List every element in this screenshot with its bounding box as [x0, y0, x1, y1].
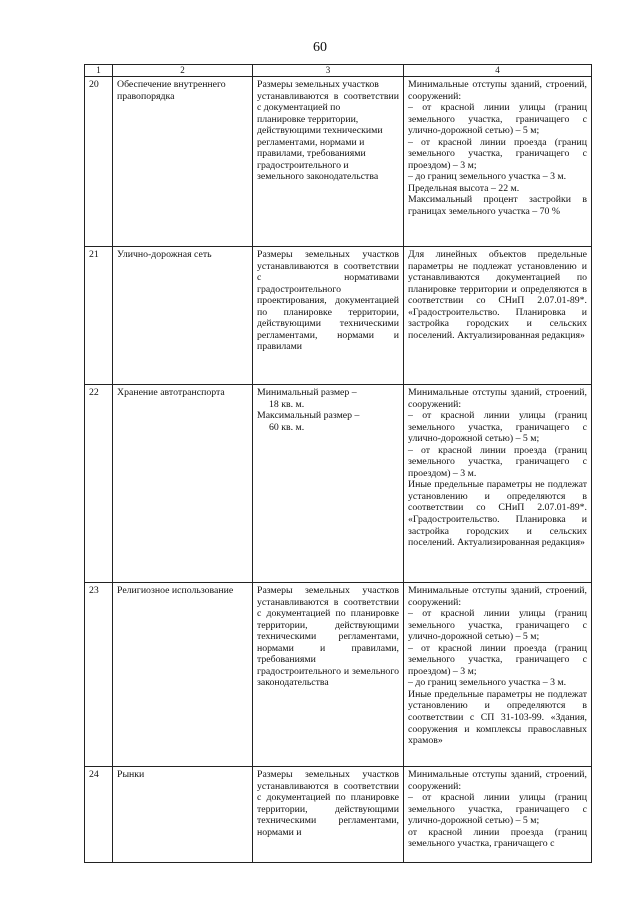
- table-row: [85, 583, 592, 767]
- row-size-rules: [253, 583, 404, 767]
- row-number: 21: [85, 247, 113, 385]
- text-line: Минимальный размер –: [257, 387, 357, 398]
- row-size-rules: [253, 77, 404, 247]
- row-limits: [404, 247, 592, 385]
- row-number: 24: [85, 767, 113, 863]
- text-line: Максимальный размер –: [257, 410, 360, 422]
- text-line: действующими техническими: [257, 125, 383, 137]
- text-line: земельного законодательства: [257, 171, 379, 183]
- text-line: – от красной линии улицы (границ земельного участка, граничащего с улично-дорожной сетью) – 5 м;: [408, 792, 587, 827]
- text-line: градостроительного и: [257, 159, 349, 171]
- text-line: Минимальные отступы зданий, строений, сооружений:: [408, 387, 587, 410]
- row-name: Обеспечение внутреннего правопорядка: [113, 77, 253, 247]
- text-line: правилами, требованиями: [257, 148, 366, 160]
- header-cell: 4: [404, 65, 592, 77]
- text-line: – от красной линии улицы (границ земельного участка, граничащего с улично-дорожной сетью) – 5 м;: [408, 102, 587, 137]
- text-line: Размеры земельных участков устанавливаются в соответствии с документацией по планировке территории, действующими техническими регламентами, нормами и: [257, 769, 399, 838]
- row-limits: [404, 77, 592, 247]
- regulations-table: [84, 64, 592, 863]
- text-line: – до границ земельного участка – 3 м.: [408, 677, 567, 689]
- text-line: – от красной линии улицы (границ земельного участка, граничащего с улично-дорожной сетью) – 5 м;: [408, 410, 587, 445]
- row-number: 22: [85, 385, 113, 583]
- text-line: – от красной линии проезда (границ земельного участка, граничащего с проездом) – 3 м;: [408, 136, 587, 171]
- row-number: 23: [85, 583, 113, 767]
- text-line: Размеры земельных участков: [257, 79, 379, 90]
- text-line: от красной линии проезда (границ земельного участка, граничащего с: [408, 826, 587, 850]
- row-limits: [404, 583, 592, 767]
- text-line: – от красной линии проезда (границ земельного участка, граничащего с проездом) – 3 м.: [408, 444, 587, 479]
- text-line: устанавливаются в соответствии с документацией по: [257, 90, 399, 114]
- table-row: [85, 247, 592, 385]
- row-size-rules: [253, 767, 404, 863]
- row-name: Религиозное использование: [113, 583, 253, 767]
- row-name: Улично-дорожная сеть: [113, 247, 253, 385]
- text-line: Размеры земельных участков устанавливаются в соответствии с нормативами градостроительного проектирования, документацией по планировке территории, действующими техническими регламентами, нормами и правилами: [257, 249, 399, 353]
- text-line: – до границ земельного участка – 3 м.: [408, 171, 567, 183]
- row-size-rules: [253, 385, 404, 583]
- text-line: Максимальный процент застройки в границах земельного участка – 70 %: [408, 194, 587, 218]
- text-line: Иные предельные параметры не подлежат установлению и определяются в соответствии с СП 31-103-99. «Здания, сооружения и комплексы православных храмов»: [408, 688, 587, 747]
- text-line: планировке территории,: [257, 113, 359, 125]
- table-row: [85, 385, 592, 583]
- text-line: Размеры земельных участков устанавливаются в соответствии с документацией по планировке территории, действующими техническими регламентами, нормами и правилами, требованиями градостроительного и земельного законодательства: [257, 585, 399, 689]
- text-line: Иные предельные параметры не подлежат установлению и определяются в соответствии со СНиП 2.07.01-89*. «Градостроительство. Планировка и застройка городских и сельских поселений. Актуализированная редакция»: [408, 479, 587, 549]
- header-cell: 1: [85, 65, 113, 77]
- table-row: [85, 77, 592, 247]
- row-number: 20: [85, 77, 113, 247]
- header-cell: 2: [113, 65, 253, 77]
- text-line: Минимальные отступы зданий, строений, сооружений:: [408, 79, 587, 102]
- row-limits: [404, 385, 592, 583]
- text-line: 18 кв. м.: [269, 398, 305, 410]
- page-number: 60: [313, 40, 327, 55]
- text-line: – от красной линии проезда (границ земельного участка, граничащего с проездом) – 3 м;: [408, 642, 587, 677]
- text-line: Для линейных объектов предельные параметры не подлежат установлению и устанавливаются документацией по планировке территории и определяются в соответствии со СНиП 2.07.01-89*. «Градостроительство. Планировка и застройка городских и сельских поселений. Актуализированная редакция»: [408, 249, 587, 341]
- text-line: регламентами, нормами и: [257, 136, 365, 148]
- row-name: Хранение автотранспорта: [113, 385, 253, 583]
- row-limits: [404, 767, 592, 863]
- row-name: Рынки: [113, 767, 253, 863]
- table-header-row: [85, 65, 592, 77]
- text-line: Предельная высота – 22 м.: [408, 182, 520, 194]
- text-line: Минимальные отступы зданий, строений, сооружений:: [408, 769, 587, 792]
- table-row: [85, 767, 592, 863]
- text-line: – от красной линии улицы (границ земельного участка, граничащего с улично-дорожной сетью) – 5 м;: [408, 608, 587, 643]
- header-cell: 3: [253, 65, 404, 77]
- text-line: Минимальные отступы зданий, строений, сооружений:: [408, 585, 587, 608]
- row-size-rules: [253, 247, 404, 385]
- text-line: 60 кв. м.: [269, 421, 305, 433]
